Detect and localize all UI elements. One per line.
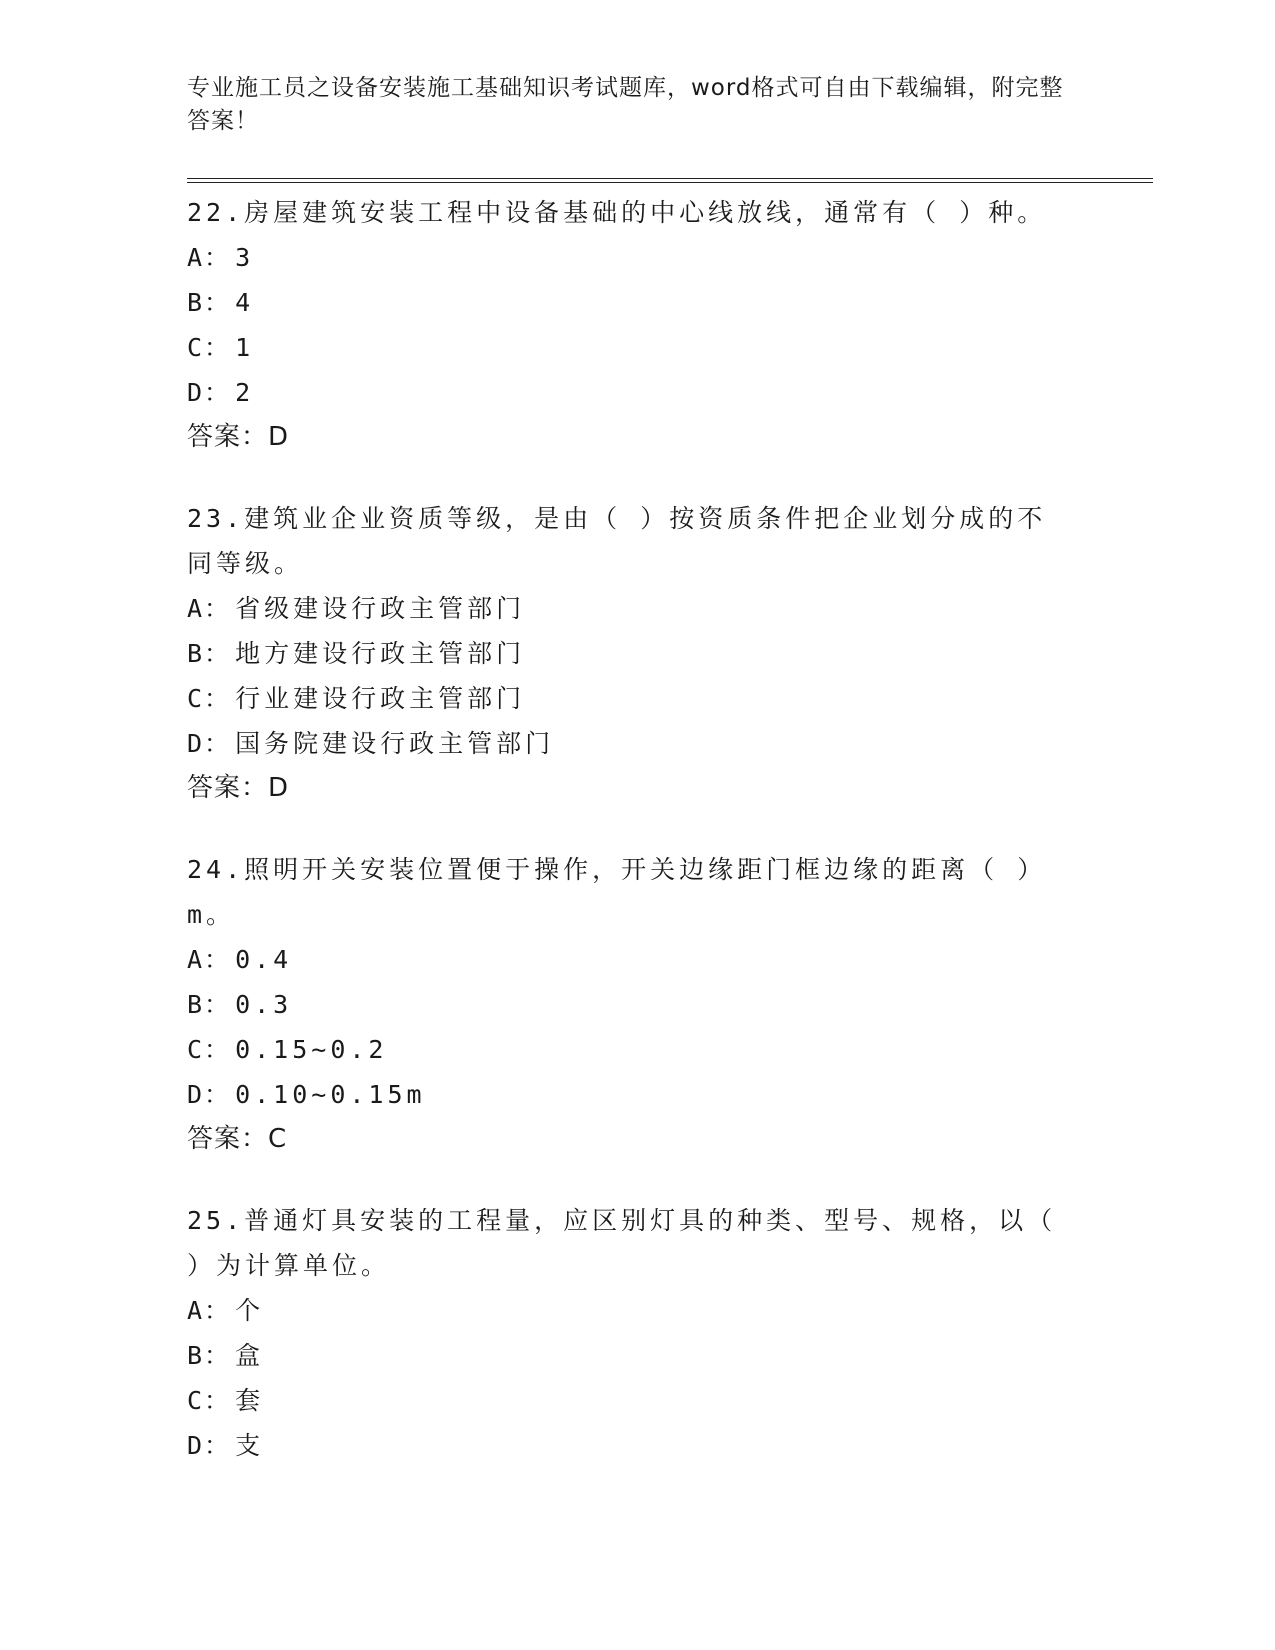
question-24 xyxy=(187,847,1147,1162)
option-a: A： 省级建设行政主管部门 xyxy=(187,594,526,623)
option-b: B： 盒 xyxy=(187,1341,265,1370)
option-a: A： 个 xyxy=(187,1296,265,1325)
option-a: A： 3 xyxy=(187,243,255,272)
question-text: 25.普通灯具安装的工程量，应区别灯具的种类、型号、规格，以（ ）为计算单位。 xyxy=(187,1206,1057,1280)
question-23 xyxy=(187,496,1147,811)
option-a: A： 0.4 xyxy=(187,945,293,974)
answer-line: 答案：D xyxy=(187,422,290,452)
question-list xyxy=(187,190,1147,1504)
option-d: D： 0.10~0.15m xyxy=(187,1080,426,1109)
question-text: 22.房屋建筑安装工程中设备基础的中心线放线，通常有（ ）种。 xyxy=(187,198,1047,227)
option-d: D： 支 xyxy=(187,1431,265,1460)
answer-line: 答案：D xyxy=(187,773,290,803)
option-b: B： 地方建设行政主管部门 xyxy=(187,639,526,668)
option-c: C： 0.15~0.2 xyxy=(187,1035,388,1064)
answer-line: 答案：C xyxy=(187,1124,288,1154)
question-text: 24.照明开关安装位置便于操作，开关边缘距门框边缘的距离（ ）m。 xyxy=(187,855,1047,929)
option-b: B： 0.3 xyxy=(187,990,293,1019)
option-c: C： 套 xyxy=(187,1386,265,1415)
option-d: D： 2 xyxy=(187,378,255,407)
option-b: B： 4 xyxy=(187,288,255,317)
question-25 xyxy=(187,1198,1147,1468)
option-c: C： 1 xyxy=(187,333,255,362)
question-text: 23.建筑业企业资质等级，是由（ ）按资质条件把企业划分成的不同等级。 xyxy=(187,504,1047,578)
question-22 xyxy=(187,190,1147,460)
option-c: C： 行业建设行政主管部门 xyxy=(187,684,526,713)
option-d: D： 国务院建设行政主管部门 xyxy=(187,729,555,758)
document-header: 专业施工员之设备安装施工基础知识考试题库，word格式可自由下载编辑，附完整答案！ xyxy=(187,75,1064,134)
header-divider xyxy=(187,178,1153,183)
